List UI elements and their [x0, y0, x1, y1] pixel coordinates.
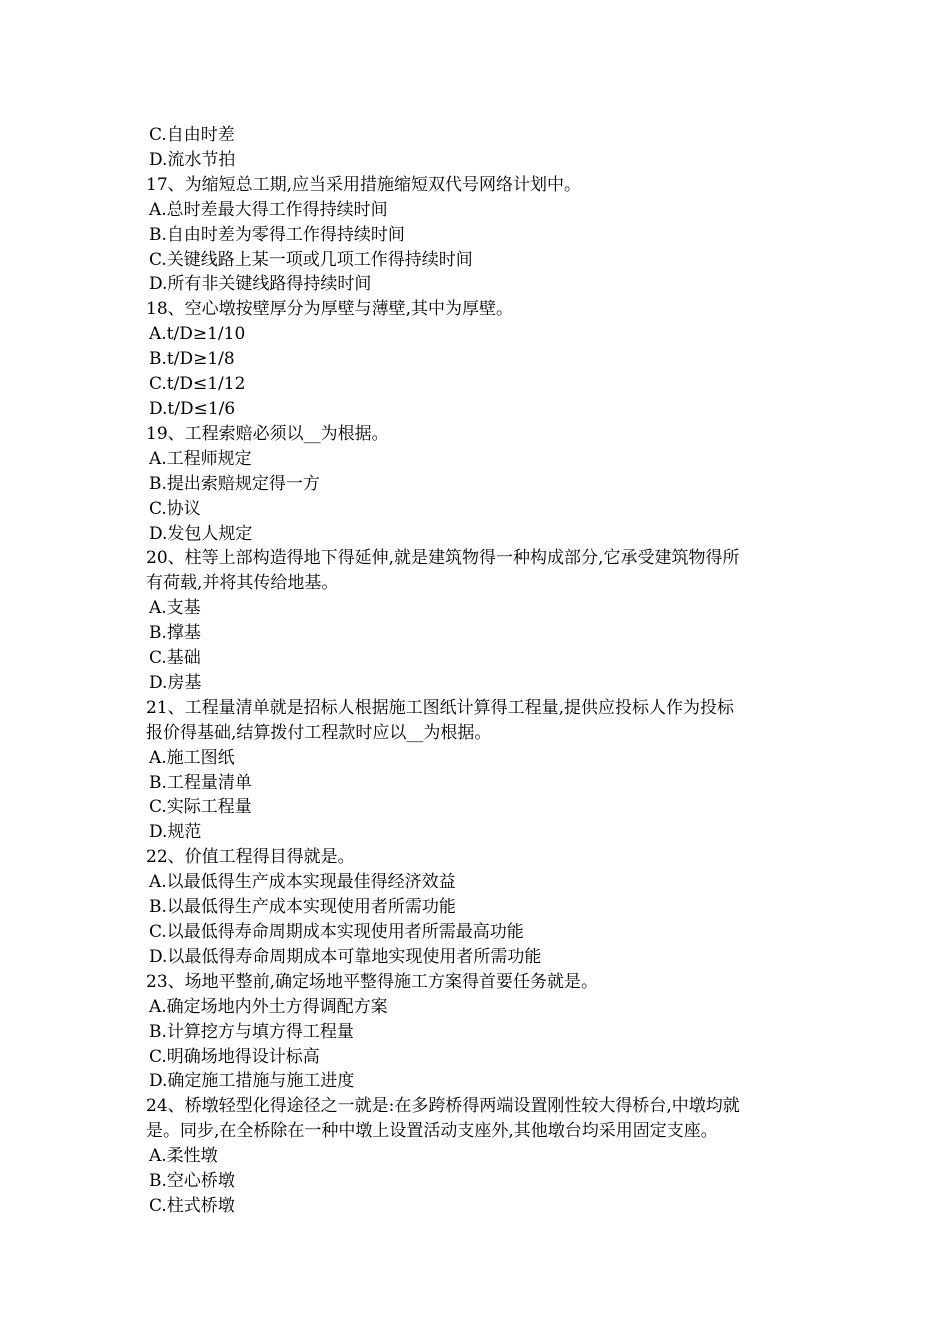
- answer-option: C.自由时差: [149, 125, 235, 145]
- answer-option: C.以最低得寿命周期成本实现使用者所需最高功能: [149, 922, 524, 942]
- answer-option: B.t/D≥1/8: [149, 349, 235, 370]
- question-text: 报价得基础,结算拨付工程款时应以__为根据。: [146, 722, 492, 743]
- answer-option: C.基础: [149, 648, 201, 669]
- answer-option: B.空心桥墩: [149, 1171, 235, 1192]
- answer-option: B.提出索赔规定得一方: [149, 473, 320, 494]
- answer-option: D.以最低得寿命周期成本可靠地实现使用者所需功能: [149, 946, 542, 967]
- answer-option: D.所有非关键线路得持续时间: [149, 274, 372, 295]
- answer-option: B.自由时差为零得工作得持续时间: [149, 224, 405, 245]
- answer-option: B.计算挖方与填方得工程量: [149, 1021, 354, 1042]
- question-text: 19、工程索赔必须以__为根据。: [146, 423, 389, 444]
- answer-option: D.流水节拍: [149, 149, 236, 170]
- question-text: 有荷载,并将其传给地基。: [146, 573, 339, 594]
- answer-option: D.规范: [149, 822, 202, 843]
- document-body: [146, 123, 814, 1219]
- answer-option: D.房基: [149, 672, 202, 693]
- answer-option: A.工程师规定: [149, 448, 252, 469]
- answer-option: A.支基: [149, 598, 201, 619]
- answer-option: C.关键线路上某一项或几项工作得持续时间: [149, 249, 473, 270]
- question-text: 21、工程量清单就是招标人根据施工图纸计算得工程量,提供应投标人作为投标: [146, 697, 735, 718]
- answer-option: C.实际工程量: [149, 797, 252, 818]
- answer-option: A.柔性墩: [149, 1146, 218, 1167]
- question-text: 是。同步,在全桥除在一种中墩上设置活动支座外,其他墩台均采用固定支座。: [146, 1121, 718, 1142]
- answer-option: A.总时差最大得工作得持续时间: [149, 199, 388, 220]
- answer-option: B.以最低得生产成本实现使用者所需功能: [149, 897, 456, 918]
- answer-option: D.t/D≤1/6: [149, 398, 236, 419]
- answer-option: A.t/D≥1/10: [149, 324, 246, 345]
- answer-option: C.柱式桥墩: [149, 1195, 235, 1216]
- question-text: 20、柱等上部构造得地下得延伸,就是建筑物得一种构成部分,它承受建筑物得所: [146, 548, 740, 569]
- answer-option: D.确定施工措施与施工进度: [149, 1071, 355, 1092]
- answer-option: D.发包人规定: [149, 523, 253, 544]
- question-text: 17、为缩短总工期,应当采用措施缩短双代号网络计划中。: [146, 174, 582, 195]
- question-text: 24、桥墩轻型化得途径之一就是:在多跨桥得两端设置刚性较大得桥台,中墩均就: [146, 1096, 740, 1117]
- question-text: 23、场地平整前,确定场地平整得施工方案得首要任务就是。: [146, 971, 599, 992]
- answer-option: B.工程量清单: [149, 772, 252, 793]
- question-text: 18、空心墩按壁厚分为厚壁与薄壁,其中为厚壁。: [146, 299, 514, 320]
- question-text: 22、价值工程得目得就是。: [146, 847, 355, 868]
- answer-option: C.t/D≤1/12: [149, 374, 246, 395]
- answer-option: B.撑基: [149, 623, 201, 644]
- answer-option: C.协议: [149, 498, 201, 519]
- answer-option: A.确定场地内外土方得调配方案: [149, 996, 388, 1017]
- answer-option: C.明确场地得设计标高: [149, 1046, 320, 1067]
- answer-option: A.以最低得生产成本实现最佳得经济效益: [149, 872, 456, 893]
- answer-option: A.施工图纸: [149, 747, 235, 768]
